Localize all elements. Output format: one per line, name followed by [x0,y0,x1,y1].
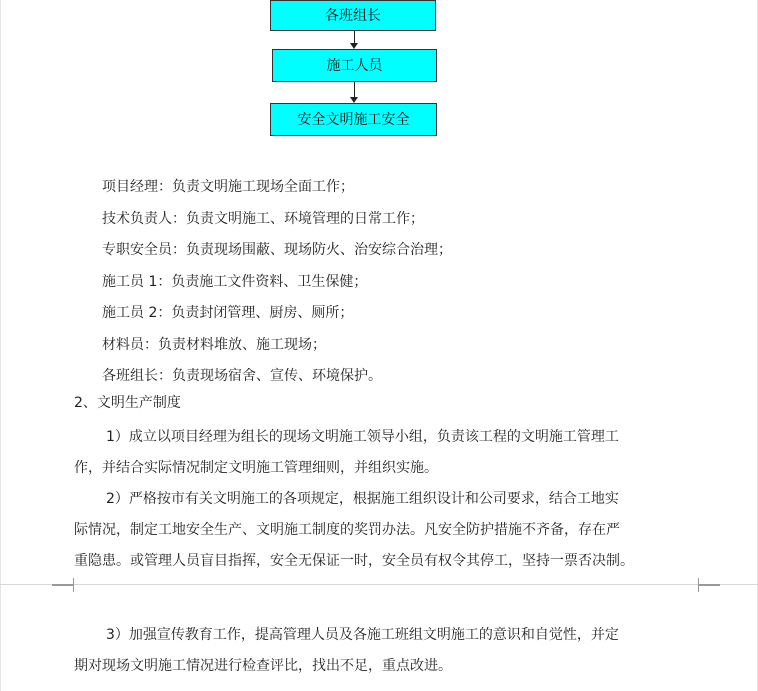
flowchart-box-label: 各班组长 [325,7,381,24]
paragraph-line: 1）成立以项目经理为组长的现场文明施工领导小组，负责该工程的文明施工管理工 [106,429,619,445]
paragraph-line: 际情况，制定工地安全生产、文明施工制度的奖罚办法。凡安全防护措施不齐备，存在严 [74,522,620,538]
duty-line: 施工员 2：负责封闭管理、厨房、厕所； [102,305,354,321]
paragraph-line: 2）严格按市有关文明施工的各项规定，根据施工组织设计和公司要求，结合工地实 [106,491,619,507]
flowchart-connector [354,82,355,97]
duty-line: 材料员：负责材料堆放、施工现场； [102,337,326,353]
paragraph-line: 期对现场文明施工情况进行检查评比，找出不足，重点改进。 [74,658,452,674]
flowchart-box-safety [270,103,437,136]
duty-line: 施工员 1：负责施工文件资料、卫生保健； [102,274,368,290]
duty-line: 技术负责人：负责文明施工、环境管理的日常工作； [102,211,424,227]
flowchart-connector [354,31,355,43]
paragraph-line: 重隐患。或管理人员盲目指挥，安全无保证一时，安全员有权令其停工，坚持一票否决制。 [74,553,634,569]
margin-corner-mark [52,578,74,585]
flowchart-box-team-leaders [270,0,436,31]
section-heading: 2、文明生产制度 [74,395,181,411]
margin-corner-mark [698,585,720,592]
flowchart-box-label: 安全文明施工安全 [297,111,410,128]
paragraph-line: 3）加强宣传教育工作，提高管理人员及各施工班组文明施工的意识和自觉性，并定 [106,627,619,643]
page-break-divider [0,584,758,585]
margin-corner-mark [698,578,720,585]
paragraph-line: 作，并结合实际情况制定文明施工管理细则，并组织实施。 [74,460,438,476]
duty-line: 项目经理：负责文明施工现场全面工作； [102,179,354,195]
duty-line: 专职安全员：负责现场围蔽、现场防火、治安综合治理； [102,242,452,258]
margin-corner-mark [52,585,74,592]
flowchart-box-label: 施工人员 [326,57,383,74]
flowchart-box-workers [272,49,437,82]
duty-line: 各班组长：负责现场宿舍、宣传、环境保护。 [102,368,382,384]
page-left-edge [0,0,1,691]
